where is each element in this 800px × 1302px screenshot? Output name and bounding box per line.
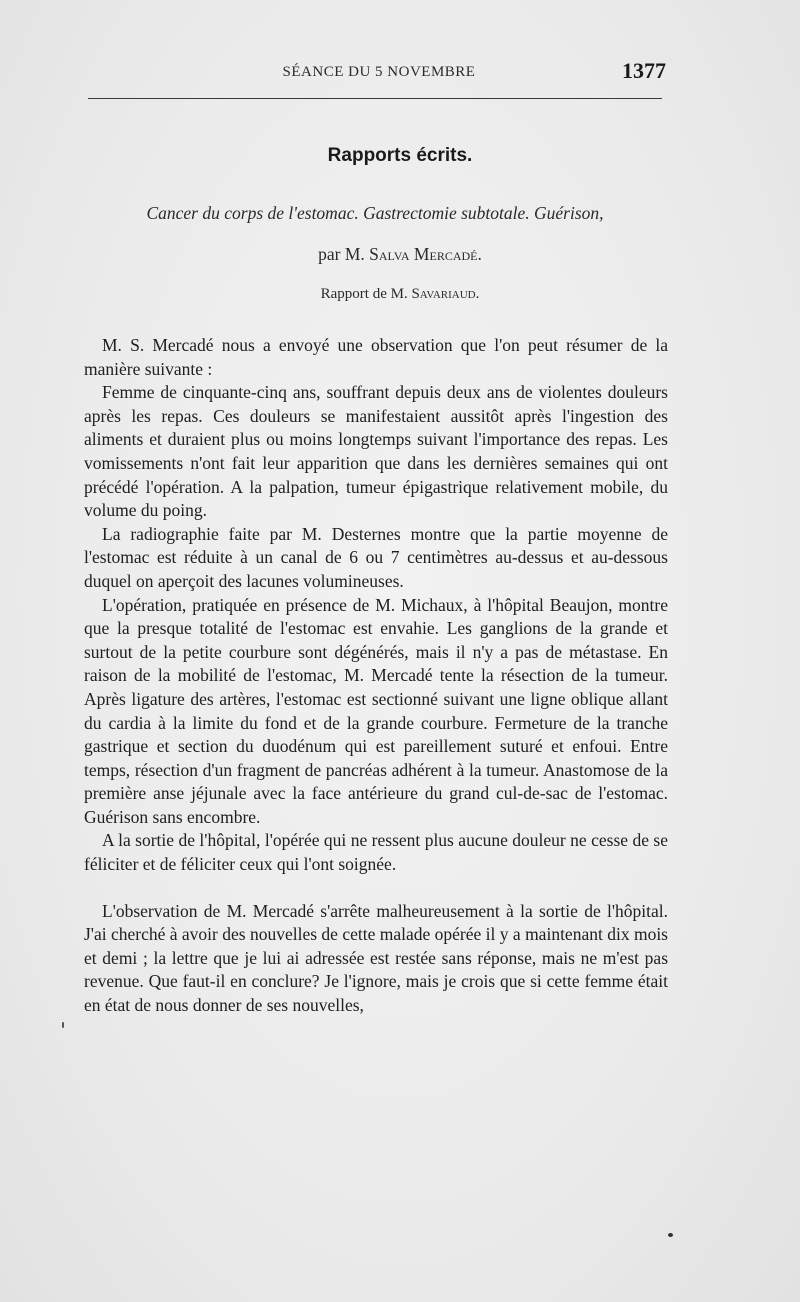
paragraph: A la sortie de l'hôpital, l'opérée qui ne ressent plus aucune douleur ne cesse de se féliciter et de féliciter ceux qui l'ont soignée. [84, 830, 668, 875]
byline-prefix: par M. [318, 244, 370, 264]
byline [0, 244, 800, 265]
report-by [0, 286, 800, 303]
paragraph: Femme de cinquante-cinq ans, souffrant depuis deux ans de violentes douleurs après les repas. Ces douleurs se manifestaient aussitôt après l'ingestion des aliments et duraient plus ou moins longtemps suivant l'importance des repas. Les vomissements n'ont fait leur apparition que dans les dernières semaines qui ont précédé l'opération. A la palpation, tumeur épigastrique relativement mobile, du volume du poing. [84, 382, 668, 521]
running-head [88, 58, 670, 88]
ink-speck [62, 1022, 64, 1028]
paragraph: La radiographie faite par M. Desternes montre que la partie moyenne de l'estomac est réduite à un canal de 6 ou 7 centimètres au-dessus et au-dessous duquel on aperçoit des lacunes volumineuses. [84, 523, 668, 591]
section-title: Rapports écrits. [327, 145, 473, 166]
header-rule [88, 98, 662, 99]
article-title: Cancer du corps de l'estomac. Gastrectomie subtotale. Guérison, [146, 203, 604, 223]
author-name: Salva Mercadé. [369, 244, 482, 264]
paragraph: L'opération, pratiquée en présence de M. Michaux, à l'hôpital Beaujon, montre que la presque totalité de l'estomac est envahie. Les ganglions de la grande et surtout de la petite courbure sont dégénérés, mais il n'y a pas de métastase. En raison de la mobilité de l'estomac, M. Mercadé tente la résection de la tumeur. Après ligature des artères, l'estomac est sectionné suivant une ligne oblique allant du cardia à la limite du fond et de la grande courbure. Fermeture de la tranche gastrique et section du duodénum qui est pareillement suturé et enfoui. Entre temps, résection d'un fragment de pancréas adhérent à la tumeur. Anastomose de la première anse jéjunale avec la face antérieure du grand cul-de-sac de l'estomac. Guérison sans encombre. [84, 594, 668, 827]
report-prefix: Rapport de M. [320, 286, 412, 302]
paragraph: L'observation de M. Mercadé s'arrête malheureusement à la sortie de l'hôpital. J'ai cherché à avoir des nouvelles de cette malade opérée il y a maintenant dix mois et demi ; la lettre que je lui ai adressée est restée sans réponse, mais ne m'est pas revenue. Que faut-il en conclure? Je l'ignore, mais je crois que si cette femme était en état de nous donner de ses nouvelles, [84, 900, 668, 1016]
running-title: SÉANCE DU 5 NOVEMBRE [282, 64, 476, 80]
reporter-name: Savariaud. [411, 286, 480, 302]
body-text [84, 334, 668, 1018]
ink-speck [668, 1233, 673, 1237]
paragraph: M. S. Mercadé nous a envoyé une observation que l'on peut résumer de la manière suivante : [84, 335, 668, 379]
page-number: 1377 [622, 58, 666, 83]
